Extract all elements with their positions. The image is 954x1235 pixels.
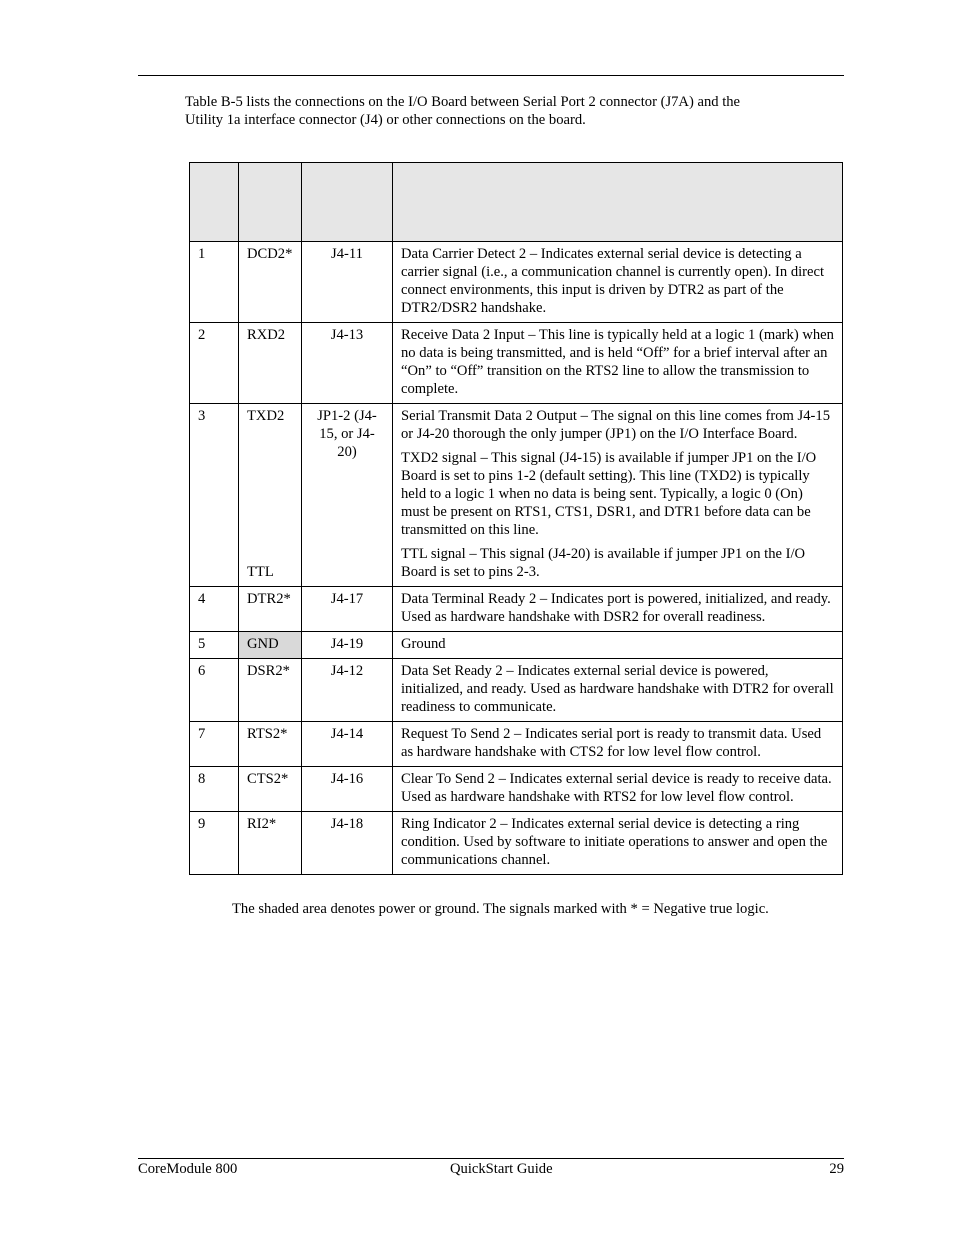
header-description <box>393 163 843 242</box>
description-text: Clear To Send 2 – Indicates external serial device is ready to receive data. Used as hardware handshake with RTS2 for low level flow control. <box>401 771 832 805</box>
header-pin <box>190 163 239 242</box>
signal-description <box>393 404 843 587</box>
footer-product-name: CoreModule 800 <box>138 1161 238 1177</box>
connector-pin: J4-18 <box>302 812 393 875</box>
header-signal <box>239 163 302 242</box>
description-text: Request To Send 2 – Indicates serial port is ready to transmit data. Used as hardware handshake with CTS2 for low level flow control. <box>401 726 822 760</box>
signal-description <box>393 767 843 812</box>
page-footer <box>138 1160 844 1180</box>
table-footnote: The shaded area denotes power or ground. The signals marked with * = Negative true logic. <box>232 901 769 917</box>
connector-pin: J4-17 <box>302 587 393 632</box>
connector-pin: J4-16 <box>302 767 393 812</box>
pin-number: 5 <box>190 632 239 659</box>
footer-rule <box>138 1158 844 1159</box>
description-text: TXD2 signal – This signal (J4-15) is available if jumper JP1 on the I/O Board is set to pins 1-2 (default setting). This line (TXD2) is typically held to a logic 1 when no data is being sent. Typically, a logic 0 (On) must be present on RTS1, CTS1, DSR1, and DTR1 before data can be transmitted on this line. <box>401 450 817 538</box>
table-row <box>190 722 843 767</box>
description-text: Receive Data 2 Input – This line is typically held at a logic 1 (mark) when no data is being transmitted, and is held “Off” for a brief interval after an “On” to “Off” transition on the RTS2 line to allow the transmission to complete. <box>401 327 834 397</box>
connector-pin: J4-12 <box>302 659 393 722</box>
pin-number: 3 <box>190 404 239 587</box>
signal-name: CTS2* <box>239 767 302 812</box>
signal-description <box>393 632 843 659</box>
description-text: Data Carrier Detect 2 – Indicates external serial device is detecting a carrier signal (i.e., a communication channel is currently open). In direct connect environments, this input is driven by DTR2 as part of the DTR2/DSR2 handshake. <box>401 246 825 316</box>
connector-pin: J4-13 <box>302 323 393 404</box>
header-connector <box>302 163 393 242</box>
table-row <box>190 767 843 812</box>
intro-line-2: Utility 1a interface connector (J4) or other connections on the board. <box>185 112 586 128</box>
table-row <box>190 812 843 875</box>
signal-name: DSR2* <box>239 659 302 722</box>
table-row <box>190 632 843 659</box>
table-row <box>190 404 843 587</box>
pin-number: 4 <box>190 587 239 632</box>
signal-description <box>393 812 843 875</box>
description-text: Ground <box>401 636 446 652</box>
signal-description <box>393 242 843 323</box>
signal-name: RTS2* <box>239 722 302 767</box>
signal-description <box>393 587 843 632</box>
signal-name <box>239 404 302 587</box>
signal-description <box>393 659 843 722</box>
connector-pin: J4-14 <box>302 722 393 767</box>
signal-name: RXD2 <box>239 323 302 404</box>
pin-number: 9 <box>190 812 239 875</box>
signal-name: RI2* <box>239 812 302 875</box>
connector-pin: J4-11 <box>302 242 393 323</box>
connector-pin: J4-19 <box>302 632 393 659</box>
table-row <box>190 587 843 632</box>
pin-number: 1 <box>190 242 239 323</box>
pin-number: 6 <box>190 659 239 722</box>
description-text: Serial Transmit Data 2 Output – The signal on this line comes from J4-15 or J4-20 thorough the only jumper (JP1) on the I/O Interface Board. <box>401 408 830 442</box>
pin-number: 2 <box>190 323 239 404</box>
description-text: Data Set Ready 2 – Indicates external serial device is powered, initialized, and ready. Used as hardware handshake with DTR2 for overall readiness to communicate. <box>401 663 834 715</box>
signal-description <box>393 722 843 767</box>
pin-number: 8 <box>190 767 239 812</box>
signal-name: DCD2* <box>239 242 302 323</box>
table-row <box>190 323 843 404</box>
signal-name-ground: GND <box>239 632 302 659</box>
signal-name-alternate: TTL <box>247 564 274 580</box>
description-text: TTL signal – This signal (J4-20) is available if jumper JP1 on the I/O Board is set to pins 2-3. <box>401 546 806 580</box>
table-header-row <box>190 163 843 242</box>
table-row <box>190 659 843 722</box>
table-row <box>190 242 843 323</box>
description-text: Data Terminal Ready 2 – Indicates port is powered, initialized, and ready. Used as hardware handshake with DSR2 for overall readiness. <box>401 591 831 625</box>
footer-page-number: 29 <box>829 1161 844 1177</box>
intro-paragraph <box>185 93 825 129</box>
signal-name-primary: TXD2 <box>247 408 285 424</box>
connector-pin: JP1-2 (J4-15, or J4-20) <box>302 404 393 587</box>
footer-document-title: QuickStart Guide <box>450 1161 553 1177</box>
pin-number: 7 <box>190 722 239 767</box>
description-text: Ring Indicator 2 – Indicates external serial device is detecting a ring condition. Used by software to initiate operations to answer and open the communications channel. <box>401 816 828 868</box>
signal-name: DTR2* <box>239 587 302 632</box>
serial-port-2-pinout-table <box>189 162 843 875</box>
signal-description <box>393 323 843 404</box>
header-rule <box>138 75 844 76</box>
intro-line-1: Table B-5 lists the connections on the I/O Board between Serial Port 2 connector (J7A) and the <box>185 94 741 110</box>
